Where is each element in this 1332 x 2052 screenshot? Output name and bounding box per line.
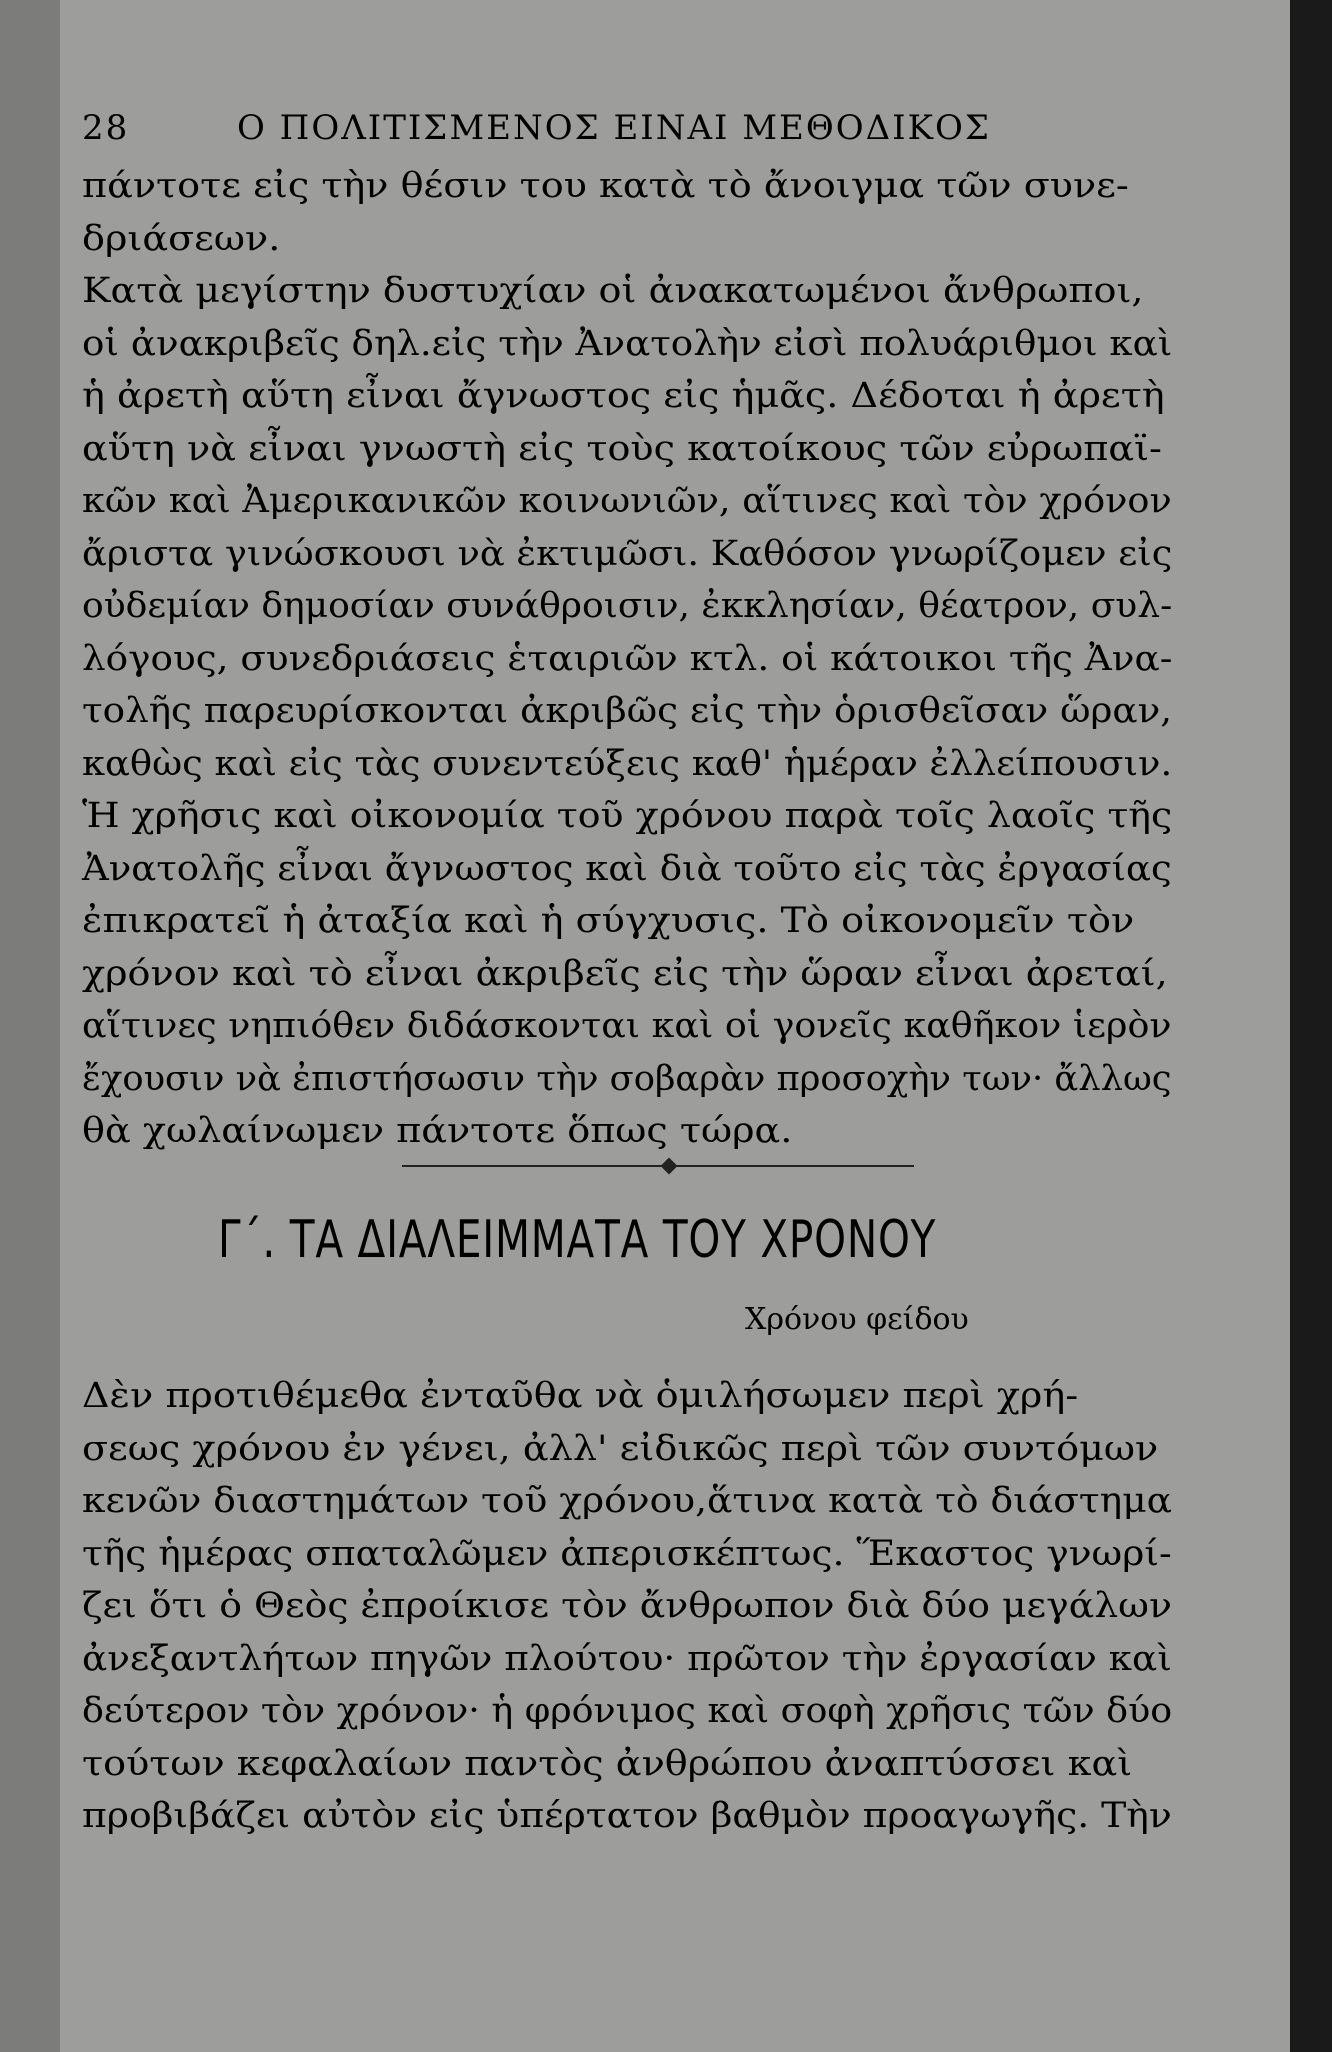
text-line: οὐδεμίαν δημοσίαν συνάθροισιν, ἐκκλησίαν, θέατρον, συλ- (82, 586, 1173, 626)
text-line: ἀνεξαντλήτων πηγῶν πλούτου· πρῶτον τὴν ἐργασίαν καὶ (82, 1638, 1172, 1679)
text-line: ζει ὅτι ὁ Θεὸς ἐπροίκισε τὸν ἄνθρωπον διὰ δύο μεγάλων (82, 1586, 1172, 1626)
text-line: σεως χρόνου ἐν γένει, ἀλλ' εἰδικῶς περὶ τῶν συντόμων (82, 1428, 1159, 1469)
text-line: αἵτινες νηπιόθεν διδάσκονται καὶ οἱ γονεῖς καθῆκον ἱερὸν (82, 1006, 1172, 1046)
text-line: ἐπικρατεῖ ἡ ἀταξία καὶ ἡ σύγχυσις. Τὸ οἰκονομεῖν τὸν (82, 901, 1135, 941)
text-line: οἱ ἀνακριβεῖς δηλ.εἰς τὴν Ἀνατολὴν εἰσὶ πολυάριθμοι καὶ (82, 323, 1173, 364)
section-title: Γ΄. ΤΑ ΔΙΑΛΕΙΜΜΑΤΑ ΤΟΥ ΧΡΟΝΟΥ (218, 1210, 937, 1270)
text-line: καθὼς καὶ εἰς τὰς συνεντεύξεις καθ' ἡμέραν ἐλλείπουσιν. (82, 743, 1173, 784)
text-line: Κατὰ μεγίστην δυστυχίαν οἱ ἀνακατωμένοι ἄνθρωποι, (82, 271, 1144, 311)
page-binding-shadow (1290, 0, 1332, 2052)
running-title: Ο ΠΟΛΙΤΙΣΜΕΝΟΣ ΕΙΝΑΙ ΜΕΘΟΔΙΚΟΣ (237, 108, 991, 148)
text-line: χρόνον καὶ τὸ εἶναι ἀκριβεῖς εἰς τὴν ὥραν εἶναι ἀρεταί, (82, 953, 1168, 994)
page-number: 28 (82, 108, 130, 148)
text-line: λόγους, συνεδριάσεις ἑταιριῶν κτλ. οἱ κάτοικοι τῆς Ἀνα- (82, 638, 1173, 679)
text-line: ἡ ἀρετὴ αὕτη εἶναι ἄγνωστος εἰς ἡμᾶς. Δέδοται ἡ ἀρετὴ (82, 376, 1165, 416)
text-line: κενῶν διαστημάτων τοῦ χρόνου,ἅτινα κατὰ τὸ διάστημα (82, 1481, 1172, 1521)
text-line: τῆς ἡμέρας σπαταλῶμεν ἀπερισκέπτως. Ἕκαστος γνωρί- (82, 1533, 1172, 1574)
text-line: δριάσεων. (82, 218, 281, 259)
text-line: αὕτη νὰ εἶναι γνωστὴ εἰς τοὺς κατοίκους τῶν εὐρωπαϊ- (82, 428, 1162, 469)
text-line: πάντοτε εἰς τὴν θέσιν του κατὰ τὸ ἄνοιγμα τῶν συνε- (82, 166, 1129, 206)
text-line: ἄριστα γινώσκουσι νὰ ἐκτιμῶσι. Καθόσον γνωρίζομεν εἰς (82, 533, 1173, 574)
text-line: Ἡ χρῆσις καὶ οἰκονομία τοῦ χρόνου παρὰ τοῖς λαοῖς τῆς (82, 796, 1173, 836)
section-epigraph: Χρόνου φείδου (745, 1302, 969, 1337)
text-line: θὰ χωλαίνωμεν πάντοτε ὅπως τώρα. (82, 1111, 793, 1151)
text-line: κῶν καὶ Ἀμερικανικῶν κοινωνιῶν, αἵτινες καὶ τὸν χρόνον (82, 481, 1172, 521)
text-line: Δὲν προτιθέμεθα ἐνταῦθα νὰ ὁμιλήσωμεν περὶ χρή- (82, 1376, 1079, 1416)
text-line: δεύτερον τὸν χρόνον· ἡ φρόνιμος καὶ σοφὴ χρῆσις τῶν δύο (82, 1691, 1173, 1731)
text-line: Ἀνατολῆς εἶναι ἄγνωστος καὶ διὰ τοῦτο εἰς τὰς ἐργασίας (82, 848, 1172, 889)
text-line: προβιβάζει αὐτὸν εἰς ὑπέρτατον βαθμὸν προαγωγῆς. Τὴν (82, 1796, 1172, 1836)
page-left-margin (0, 0, 60, 2052)
text-line: τολῆς παρευρίσκονται ἀκριβῶς εἰς τὴν ὁρισθεῖσαν ὥραν, (82, 691, 1173, 731)
text-line: ἔχουσιν νὰ ἐπιστήσωσιν τὴν σοβαρὰν προσοχὴν των· ἄλλως (82, 1058, 1172, 1099)
text-line: τούτων κεφαλαίων παντὸς ἀνθρώπου ἀναπτύσσει καὶ (82, 1743, 1133, 1784)
section-divider (402, 1165, 914, 1167)
running-header (82, 108, 1082, 156)
